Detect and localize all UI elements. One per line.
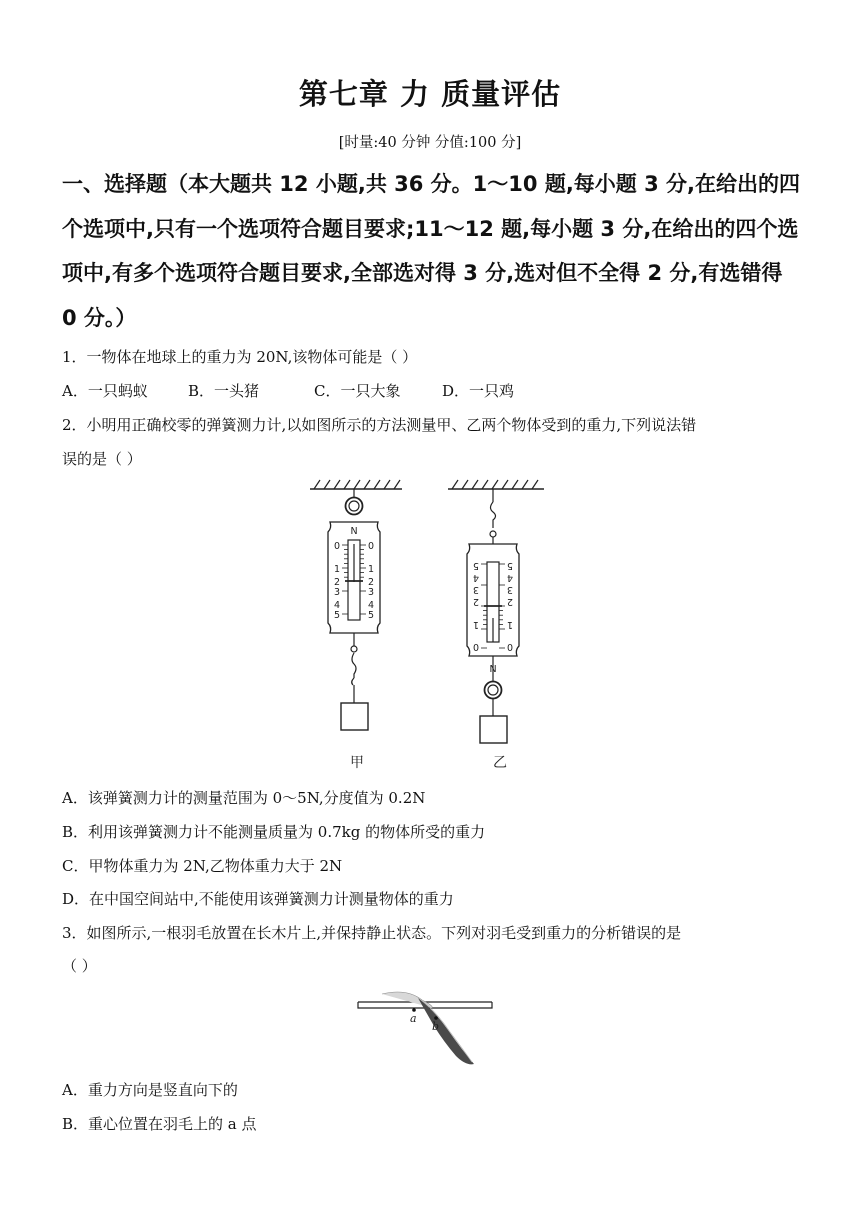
- point-a-label: a: [410, 1012, 417, 1025]
- right-scale-mark: 1: [472, 619, 480, 630]
- question-1-option-d: D．一只鸡: [442, 382, 515, 400]
- question-2-stem-line1: 2．小明用正确校零的弹簧测力计,以如图所示的方法测量甲、乙两个物体受到的重力,下列说法错: [62, 416, 697, 434]
- exam-timing: [时量:40 分钟 分值:100 分]: [338, 135, 522, 151]
- left-scale-mark: 2: [367, 577, 375, 588]
- right-scale-mark: 2: [472, 596, 480, 607]
- right-scale-unit: N: [489, 664, 497, 675]
- question-3-stem-line2: （ ）: [62, 957, 97, 975]
- question-2-option-b: B．利用该弹簧测力计不能测量质量为 0.7kg 的物体所受的重力: [62, 823, 486, 841]
- left-scale-mark: 0: [367, 541, 375, 552]
- point-b-label: b: [432, 1020, 440, 1033]
- question-3-option-b: B．重心位置在羽毛上的 a 点: [62, 1115, 257, 1133]
- right-scale-mark: 3: [472, 584, 480, 595]
- question-3-stem-line1: 3．如图所示,一根羽毛放置在长木片上,并保持静止状态。下列对羽毛受到重力的分析错误的是: [62, 924, 682, 942]
- question-3-option-a: A．重力方向是竖直向下的: [62, 1081, 238, 1099]
- right-scale-mark: 1: [506, 619, 514, 630]
- figure-label-yi: 乙: [493, 755, 507, 771]
- left-scale-mark: 3: [333, 587, 341, 598]
- left-scale-mark: 1: [367, 564, 375, 575]
- question-1-option-a: A．一只蚂蚁: [62, 382, 148, 400]
- section-heading: 一、选择题（本大题共 12 小题,共 36 分。1～10 题,每小题 3 分,在给出的四个选项中,只有一个选项符合题目要求;11～12 题,每小题 3 分,在给出的四个选项中,有多个选项符合题目要求,全部选对得 3 分,选对但不全得 2 分,有选错得 0 分。）: [62, 172, 801, 330]
- right-scale-mark: 5: [506, 560, 514, 571]
- right-scale-mark: 4: [506, 572, 514, 583]
- question-2-option-c: C．甲物体重力为 2N,乙物体重力大于 2N: [62, 857, 343, 875]
- spring-scale-figure: [300, 478, 560, 774]
- left-scale-mark: 4: [333, 600, 341, 611]
- question-1-option-c: C．一只大象: [314, 382, 401, 400]
- page-title: 第七章 力 质量评估: [298, 77, 562, 111]
- question-1-options: [62, 380, 514, 401]
- left-scale-unit: N: [350, 526, 358, 537]
- figure-label-jia: 甲: [350, 755, 364, 771]
- left-scale-mark: 4: [367, 600, 375, 611]
- left-scale-mark: 3: [367, 587, 375, 598]
- right-scale-mark: 0: [506, 643, 514, 654]
- right-scale-mark: 5: [472, 560, 480, 571]
- right-scale-mark: 2: [506, 596, 514, 607]
- left-scale-mark: 0: [333, 541, 341, 552]
- right-scale-mark: 0: [472, 643, 480, 654]
- question-1-stem: 1．一物体在地球上的重力为 20N,该物体可能是（ ）: [62, 348, 418, 366]
- left-scale-mark: 5: [367, 610, 375, 621]
- left-scale-mark: 2: [333, 577, 341, 588]
- left-scale-mark: 1: [333, 564, 341, 575]
- right-scale-mark: 3: [506, 584, 514, 595]
- question-2-option-d: D．在中国空间站中,不能使用该弹簧测力计测量物体的重力: [62, 890, 454, 908]
- question-2-stem-line2: 误的是（ ）: [62, 450, 142, 468]
- question-2-option-a: A．该弹簧测力计的测量范围为 0～5N,分度值为 0.2N: [62, 789, 426, 807]
- left-scale-mark: 5: [333, 610, 341, 621]
- right-scale-mark: 4: [472, 572, 480, 583]
- feather-figure: [352, 986, 500, 1072]
- question-1-option-b: B．一头猪: [188, 382, 260, 400]
